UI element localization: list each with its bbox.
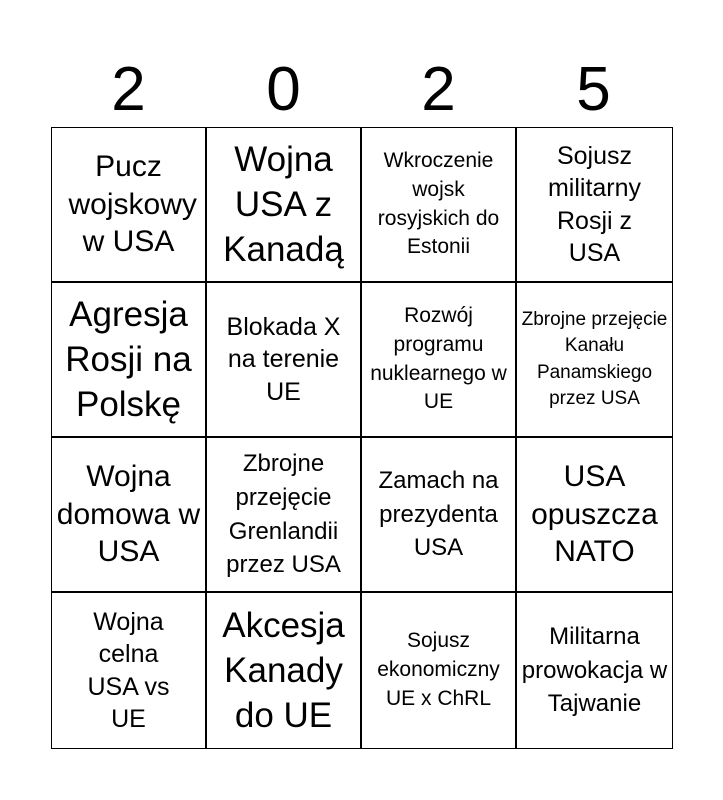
- cell-label: Zamach na prezydenta USA: [378, 467, 499, 562]
- bingo-cell[interactable]: [517, 128, 672, 283]
- header-digit: 2: [421, 55, 456, 124]
- bingo-board: [51, 127, 673, 749]
- cell-label: Blokada X na terenie UE: [226, 312, 341, 406]
- cell-label: Akcesja Kanady do UE: [222, 605, 345, 736]
- bingo-cell[interactable]: [52, 593, 207, 748]
- cell-label: Wojna domowa w USA: [56, 460, 201, 569]
- cell-label: Zbrojne przejęcie Kanału Panamskiego przez USA: [521, 309, 668, 409]
- bingo-cell[interactable]: [207, 438, 362, 593]
- cell-label: Sojusz militarny Rosji z USA: [547, 141, 642, 267]
- header-digit: 2: [111, 55, 146, 124]
- cell-label: Agresja Rosji na Polskę: [65, 294, 192, 425]
- header-digit: 0: [266, 55, 301, 124]
- bingo-cell[interactable]: [517, 283, 672, 438]
- header-digit: 5: [576, 55, 611, 124]
- bingo-cell[interactable]: [207, 593, 362, 748]
- bingo-cell[interactable]: [517, 438, 672, 593]
- cell-label: Wkroczenie wojsk rosyjskich do Estonii: [377, 148, 500, 259]
- cell-label: Sojusz ekonomiczny UE x ChRL: [377, 629, 500, 710]
- bingo-cell[interactable]: [207, 128, 362, 283]
- bingo-cell[interactable]: [207, 283, 362, 438]
- bingo-cell[interactable]: [52, 438, 207, 593]
- cell-label: USA opuszcza NATO: [531, 460, 658, 569]
- bingo-cell[interactable]: [362, 593, 517, 748]
- cell-label: Rozwój programu nuklearnego w UE: [370, 303, 507, 414]
- cell-label: Pucz wojskowy w USA: [68, 150, 197, 259]
- cell-label: Wojna USA z Kanadą: [223, 139, 344, 270]
- cell-label: Wojna celna USA vs UE: [87, 607, 170, 733]
- bingo-cell[interactable]: [362, 283, 517, 438]
- bingo-cell[interactable]: [52, 128, 207, 283]
- bingo-cell[interactable]: [52, 283, 207, 438]
- bingo-cell[interactable]: [362, 128, 517, 283]
- cell-label: Militarna prowokacja w Tajwanie: [521, 623, 668, 718]
- bingo-cell[interactable]: [362, 438, 517, 593]
- bingo-header: [51, 52, 671, 128]
- cell-label: Zbrojne przejęcie Grenlandii przez USA: [226, 450, 341, 579]
- bingo-cell[interactable]: [517, 593, 672, 748]
